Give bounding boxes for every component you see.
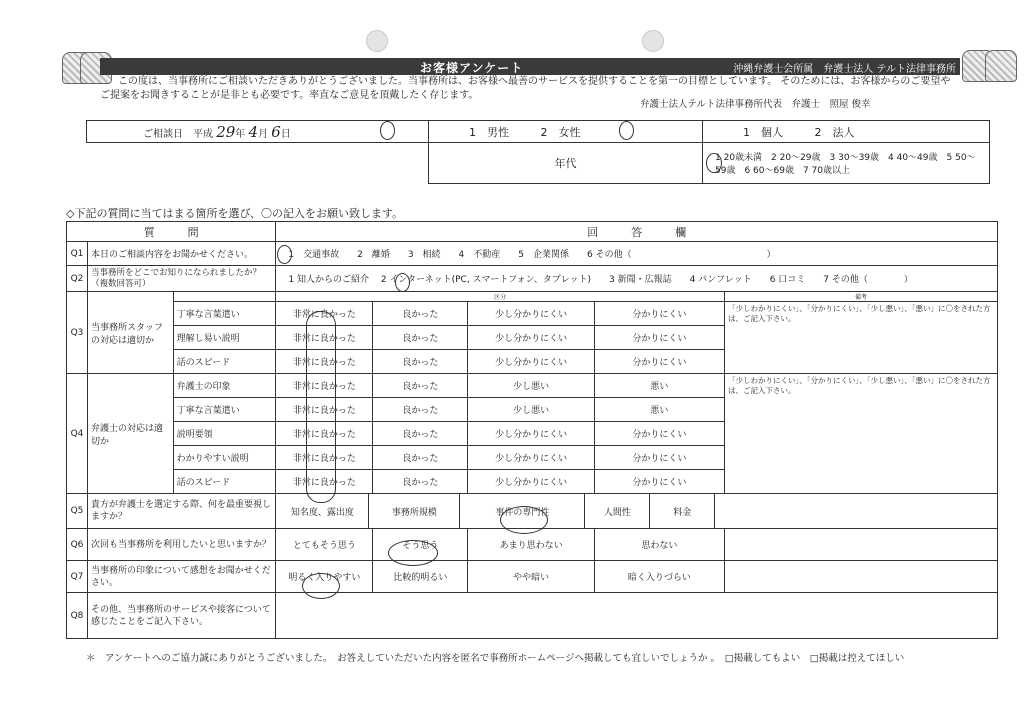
q4-row4-a[interactable]: 非常に良かった: [276, 446, 373, 470]
q3-row1-b[interactable]: 良かった: [373, 302, 468, 326]
q5-opt-1[interactable]: 知名度、露出度: [276, 494, 369, 528]
q5-text: 貴方が弁護士を選定する際、何を最重要視しますか？: [87, 494, 275, 529]
circle-mark-q1: [277, 245, 292, 264]
year-label: 年: [235, 128, 246, 140]
q4-row3-d[interactable]: 分かりにくい: [594, 422, 724, 446]
age-options[interactable]: 1 20歳未満 2 20～29歳 3 30～39歳 4 40～49歳 5 50～59歳 6 60～69歳 7 70歳以上: [703, 143, 990, 184]
day-handwritten: 6: [271, 122, 281, 141]
date-cell: [87, 121, 429, 143]
q3-row1-label: 丁寧な言葉遣い: [173, 302, 276, 326]
q4-row4-label: わかりやすい説明: [173, 446, 276, 470]
q4-row5-b[interactable]: 良かった: [373, 470, 468, 494]
q6-opt-3[interactable]: あまり思わない: [468, 529, 594, 561]
circle-mark-gender: [380, 121, 395, 140]
q7-text: 当事務所の印象について感想をお聞かせください。: [87, 561, 275, 593]
q3-row2-c[interactable]: 少し分かりにくい: [468, 326, 594, 350]
q4-row3-b[interactable]: 良かった: [373, 422, 468, 446]
date-label: ご相談日 平成: [143, 128, 213, 140]
q7-opt-2[interactable]: 比較的明るい: [373, 561, 468, 593]
month-label: 月: [258, 128, 269, 140]
q4-row2-a[interactable]: 非常に良かった: [276, 398, 373, 422]
q6-opt-2[interactable]: そう思う: [373, 529, 468, 561]
q2-text: 当事務所をどこでお知りになられましたか？（複数回答可）: [87, 266, 275, 292]
q4-row5-d[interactable]: 分かりにくい: [594, 470, 724, 494]
instruction: ◇下記の質問に当てはまる箇所を選び、〇の記入をお願い致します。: [66, 207, 404, 220]
q7-opt-3[interactable]: やや暗い: [468, 561, 594, 593]
q4-row1-label: 弁護士の印象: [173, 374, 276, 398]
q4-row5-label: 話のスピード: [173, 470, 276, 494]
q5-opt-3[interactable]: 事件の専門性: [460, 494, 585, 528]
q3-row1-c[interactable]: 少し分かりにくい: [468, 302, 594, 326]
type-cell[interactable]: [703, 121, 990, 143]
q4-row1-d[interactable]: 悪い: [594, 374, 724, 398]
q4-row3-label: 説明要領: [173, 422, 276, 446]
q5-opt-2[interactable]: 事務所規模: [369, 494, 460, 528]
q4-row4-b[interactable]: 良かった: [373, 446, 468, 470]
gender-option-2[interactable]: 2 女性: [540, 125, 581, 139]
q4-row1-c[interactable]: 少し悪い: [468, 374, 594, 398]
q4-row4-d[interactable]: 分かりにくい: [594, 446, 724, 470]
intro-line-1: この度は、当事務所にご相談いただきありがとうございました。当事務所は、お客様へ最善のサービスを提供することを第一の目標としています。 そのためには、お客様からのご要望や: [118, 76, 951, 87]
biko-label: 備考: [724, 292, 997, 302]
age-label: 年代: [429, 143, 703, 184]
q6-num: Q6: [67, 529, 88, 561]
q1-text: 本日のご相談内容をお聞かせください。: [87, 242, 275, 266]
punch-hole-right: [642, 30, 664, 52]
q3-num: Q3: [67, 292, 88, 374]
page-title: お客様アンケート: [420, 61, 524, 75]
q4-row2-label: 丁寧な言葉遣い: [173, 398, 276, 422]
q3-row3-d[interactable]: 分かりにくい: [594, 350, 724, 374]
kubun-label: 区分: [276, 292, 725, 302]
q8-num: Q8: [67, 593, 88, 639]
q3-row2-b[interactable]: 良かった: [373, 326, 468, 350]
q7-opt-4[interactable]: 暗く入りづらい: [594, 561, 724, 593]
type-option-1[interactable]: 1 個人: [743, 125, 783, 139]
q8-free-text[interactable]: [276, 593, 998, 639]
questionnaire-table: [66, 221, 998, 639]
q7-num: Q7: [67, 561, 88, 593]
q4-row2-d[interactable]: 悪い: [594, 398, 724, 422]
q4-row3-a[interactable]: 非常に良かった: [276, 422, 373, 446]
q6-opt-1[interactable]: とてもそう思う: [276, 529, 373, 561]
circle-mark-age: [706, 153, 722, 173]
q4-row4-c[interactable]: 少し分かりにくい: [468, 446, 594, 470]
q8-text: その他、当事務所のサービスや接客について感じたことをご記入下さい。: [87, 593, 275, 639]
q4-text: 弁護士の対応は適切か: [87, 374, 173, 494]
punch-hole-left: [366, 30, 388, 52]
intro-line-2: ご提案をお聞きすることが是非とも必要です。率直なご意見を頂戴したく存じます。: [100, 90, 479, 101]
q3-row1-d[interactable]: 分かりにくい: [594, 302, 724, 326]
q4-row1-b[interactable]: 良かった: [373, 374, 468, 398]
q4-row5-a[interactable]: 非常に良かった: [276, 470, 373, 494]
signature: 弁護士法人テルト法律事務所代表 弁護士 照屋 俊幸: [640, 99, 871, 110]
shisa-mascot-right-2-icon: [985, 50, 1017, 82]
q2-options[interactable]: 1 知人からのご紹介 2 インターネット(PC, スマートフォン、タブレット) 3 新聞・広報誌 4 パンフレット 6 口コミ 7 その他（ ）: [276, 266, 998, 292]
org-name: 沖縄弁護士会所属 弁護士法人 テルト法律事務所: [733, 64, 956, 75]
q3-row3-label: 話のスピード: [173, 350, 276, 374]
type-option-2[interactable]: 2 法人: [814, 125, 855, 139]
q3-row2-label: 理解し易い説明: [173, 326, 276, 350]
q1-num: Q1: [67, 242, 88, 266]
circle-mark-q7: [302, 573, 340, 599]
q5-opt-4[interactable]: 人間性: [585, 494, 650, 528]
q5-opt-5[interactable]: 料金: [650, 494, 715, 528]
q4-row1-a[interactable]: 非常に良かった: [276, 374, 373, 398]
q4-note: 「少しわかりにくい」、「分かりにくい」、「少し悪い」、「悪い」に〇をされた方は、ご記入下さい。: [724, 374, 997, 494]
q4-row2-b[interactable]: 良かった: [373, 398, 468, 422]
month-handwritten: 4: [248, 122, 259, 141]
q3-row3-a[interactable]: 非常に良かった: [276, 350, 373, 374]
q4-row2-c[interactable]: 少し悪い: [468, 398, 594, 422]
answer-header: 回 答 欄: [276, 222, 998, 242]
question-header: 質 問: [67, 222, 276, 242]
q4-row3-c[interactable]: 少し分かりにくい: [468, 422, 594, 446]
q4-row5-c[interactable]: 少し分かりにくい: [468, 470, 594, 494]
q2-num: Q2: [67, 266, 88, 292]
q6-text: 次回も当事務所を利用したいと思いますか？: [87, 529, 275, 561]
gender-cell[interactable]: [429, 121, 703, 143]
q3-row3-c[interactable]: 少し分かりにくい: [468, 350, 594, 374]
circle-mark-q3-q4-column: [306, 311, 336, 503]
circle-mark-q6: [388, 540, 438, 566]
q5-num: Q5: [67, 494, 88, 529]
day-label: 日: [280, 128, 291, 140]
footer-note: ＊ アンケートへのご協力誠にありがとうございました。 お答えしていただいた内容を匿名で事務所ホームページへ掲載しても宜しいでしょうか 。 □掲載してもよい □掲載は控えてほしい: [86, 653, 905, 664]
q4-num: Q4: [67, 374, 88, 494]
q7-opt-1[interactable]: 明るく入りやすい: [276, 561, 373, 593]
q3-text: 当事務所スタッフの対応は適切か: [87, 292, 173, 374]
gender-option-1[interactable]: 1 男性: [469, 125, 509, 139]
q6-opt-4[interactable]: 思わない: [594, 529, 724, 561]
circle-mark-type: [619, 121, 634, 140]
q3-row2-d[interactable]: 分かりにくい: [594, 326, 724, 350]
circle-mark-q2: [395, 273, 410, 292]
q3-row1-a[interactable]: 非常に良かった: [276, 302, 373, 326]
circle-mark-q5: [500, 506, 548, 534]
q3-note: 「少しわかりにくい」、「分かりにくい」、「少し悪い」、「悪い」に〇をされた方は、ご記入下さい。: [724, 302, 997, 374]
q3-row2-a[interactable]: 非常に良かった: [276, 326, 373, 350]
title-bar: [100, 58, 960, 75]
year-handwritten: 29: [216, 122, 236, 141]
q1-options[interactable]: 1 交通事故 2 離婚 3 相続 4 不動産 5 企業関係 6 その他（ ）: [276, 242, 998, 266]
q3-row3-b[interactable]: 良かった: [373, 350, 468, 374]
info-table: [86, 120, 990, 184]
